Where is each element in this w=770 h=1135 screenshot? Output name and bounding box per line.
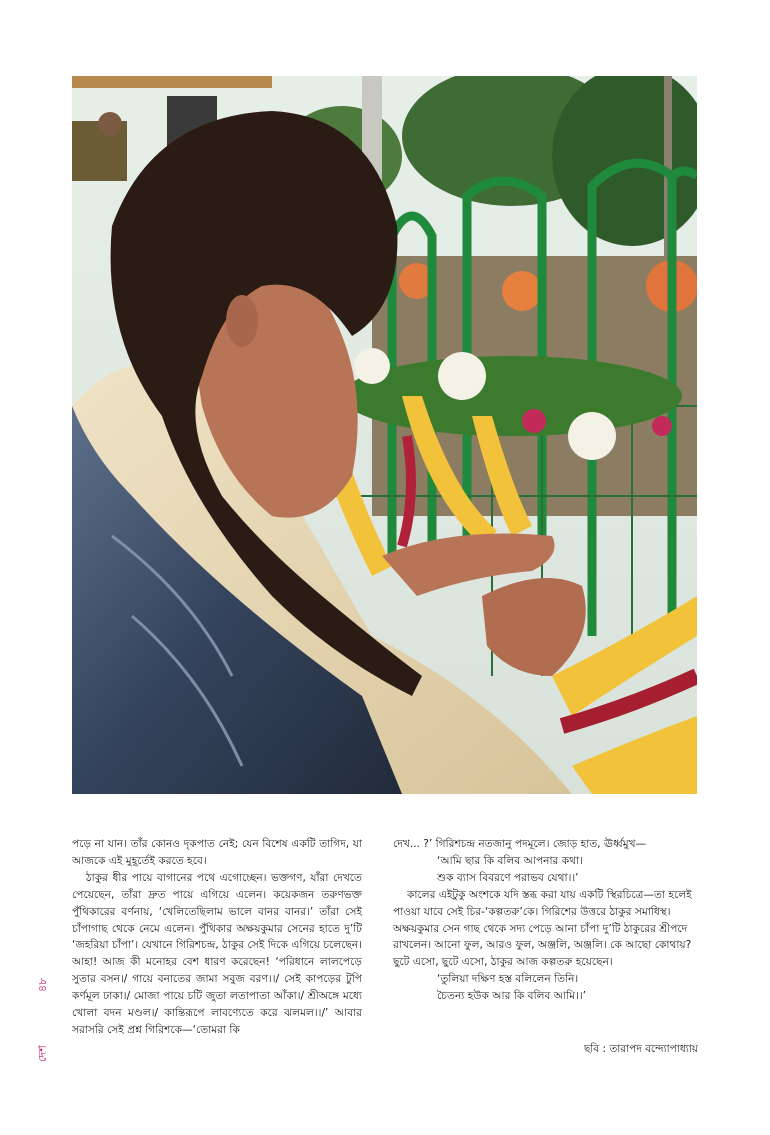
right-paragraph: কালের এইটুকু অংশকে যদি স্তব্ধ করা যায় একটি স্থিরচিত্রে—তা হলেই পাওয়া যাবে সেই চির-‘কল্পতরু’কে। গিরিশের উত্তরে ঠাকুর সমাধিস্থ। অক্ষয়কুমার সেন গাছ থেকে সদ্য পেড়ে আনা চাঁপা দু’টি ঠাকুরের শ্রীপদে রাখলেন। আনো ফুল, আরও ফুল, অঞ্জলি, অঞ্জলি। কে আছো কোথায়? ছুটে এসো, ছুটে এসো, ঠাকুর আজ কল্পতরু হয়েছেন। (393, 888, 692, 969)
verse-line: শুক ব্যাস বিবরণে পরাভব যেথা।।’ (437, 871, 579, 884)
verse-line: ‘আমি ছার কি বলিব আপনার কথা। (437, 854, 583, 867)
photo-credit: ছবি : তারাপদ বন্দ্যোপাধ্যায় (583, 1043, 698, 1055)
page-spine (34, 977, 54, 1064)
verse-line: ‘তুলিয়া দক্ষিণ হস্ত বলিলেন তিনি। (437, 973, 579, 986)
article-right-column (393, 836, 693, 1005)
magazine-name: দেশ (36, 1045, 49, 1062)
feature-photo (72, 76, 697, 794)
left-paragraph-2: ঠাকুর ধীর পায়ে বাগানের পথে এগোচ্ছেন। ভক্তগণ, যাঁরা দেখতে পেয়েছেন, তাঁরা দ্রুত পায়ে এগিয়ে এলেন। কয়েকজন তরুণভক্ত পুঁথিকারের বর্ণনায়, ‘খেলিতেছিলাম ভালে বানর বানর।’ তাঁরা সেই চাঁপাগাছ থেকে নেমে এলেন। পুঁথিকার অক্ষয়কুমার সেনের হাতে দু’টি ‘জহরিয়া চাঁপা’। যেখানে গিরিশচন্দ্র, ঠাকুর সেই দিকে এগিয়ে চলেছেন। আহা! আজ কী মনোহর বেশ ধারণ করেছেন! ‘পরিধানে লালপেড়ে সুতার বসন।/ গায়ে বনাতের জামা সবুজ বরণ।।/ সেই কাপড়ের টুপি কর্ণমূল ঢাকা।/ মোজা পায়ে চটি জুতা লতাপাতা আঁকা।/ শ্রীঅঙ্গে মধ্যে খোলা বদন মণ্ডল।/ কান্তিরূপে লাবণ্যেতে করে ঝলমল।।/’ আবার সরাসরি সেই প্রশ্ন গিরিশকে—‘তোমরা কি (72, 871, 362, 1036)
left-paragraph-1: পড়ে না যান। তাঁর কোনও দৃকপাত নেই; যেন বিশেষ একটি তাগিদ, যা আজকে এই মুহূর্তেই করতে হবে। (72, 838, 362, 867)
verse-line: চৈতন্য হউক আর কি বলিব আমি।।’ (437, 990, 586, 1003)
photo-illustration (72, 76, 697, 794)
right-lead: দেখ... ?’ গিরিশচন্দ্র নতজানু পদমূলে। জোড় হাত, ঊর্ধ্বমুখ— (393, 838, 647, 850)
article-left-column (72, 836, 362, 1039)
page-number: ৪৮ (36, 977, 49, 992)
